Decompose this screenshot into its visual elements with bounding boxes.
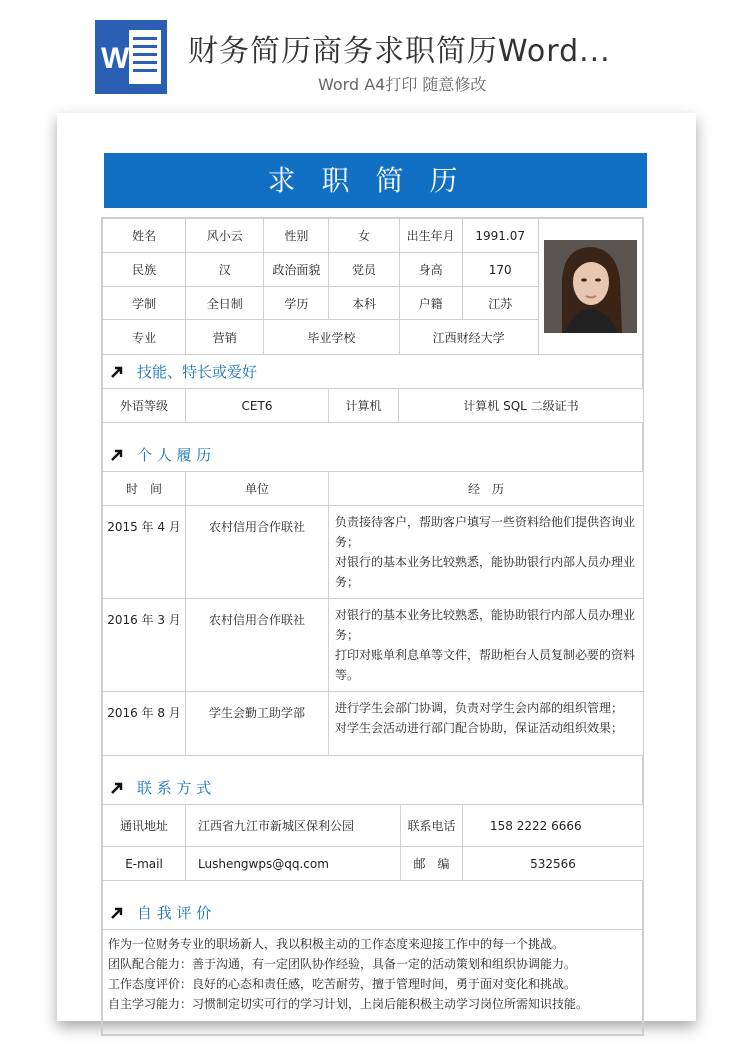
history-detail-line: 对银行的基本业务比较熟悉，能协助银行内部人员办理业务；	[335, 608, 636, 642]
history-detail	[329, 599, 644, 692]
lang-label: 外语等级	[103, 389, 186, 423]
birth-label: 出生年月	[399, 219, 462, 253]
history-detail	[329, 506, 644, 599]
arrow-icon	[109, 448, 131, 462]
history-row	[103, 692, 644, 756]
postcode-label: 邮 编	[401, 847, 463, 881]
major-value: 营销	[186, 320, 264, 355]
icon-letter: W	[101, 42, 130, 75]
history-time: 2015 年 4 月	[103, 506, 186, 599]
history-detail-line: 对银行的基本业务比较熟悉，能协助银行内部人员办理业务；	[335, 555, 636, 589]
gender-label: 性别	[264, 219, 329, 253]
resume-sheet	[101, 217, 644, 1036]
degree-value: 本科	[329, 287, 399, 320]
height-label: 身高	[399, 253, 462, 287]
lang-value: CET6	[186, 389, 329, 423]
arrow-icon	[109, 365, 131, 379]
history-time: 2016 年 8 月	[103, 692, 186, 756]
self-eval-line: 自主学习能力：习惯制定切实可行的学习计划，上岗后能积极主动学习岗位所需知识技能。	[108, 997, 589, 1011]
postcode-value: 532566	[463, 847, 644, 881]
word-doc-icon	[95, 20, 167, 94]
system-value: 全日制	[186, 287, 264, 320]
self-eval-title: 自 我 评 价	[137, 904, 212, 922]
computer-value: 计算机 SQL 二级证书	[399, 389, 644, 423]
skills-section-header	[102, 355, 643, 388]
document-subtitle: Word A4打印 随意修改	[318, 75, 487, 94]
skills-title: 技能、特长或爱好	[137, 363, 258, 381]
birth-value: 1991.07	[462, 219, 538, 253]
system-label: 学制	[103, 287, 186, 320]
skills-table	[102, 388, 644, 423]
history-unit: 农村信用合作联社	[186, 599, 329, 692]
history-time: 2016 年 3 月	[103, 599, 186, 692]
history-title: 个 人 履 历	[137, 446, 212, 464]
self-eval-text	[102, 929, 643, 1035]
history-detail-line: 进行学生会部门协调，负责对学生会内部的组织管理；	[335, 701, 624, 715]
photo-cell	[538, 219, 642, 355]
history-row	[103, 599, 644, 692]
phone-value: 158 2222 6666	[463, 805, 644, 847]
politic-value: 党员	[329, 253, 399, 287]
major-label: 专业	[103, 320, 186, 355]
arrow-icon	[109, 906, 131, 920]
history-row	[103, 506, 644, 599]
name-label: 姓名	[103, 219, 186, 253]
history-section-header	[102, 438, 643, 471]
contact-section-header	[102, 771, 643, 804]
profile-photo	[544, 240, 637, 333]
contact-title: 联 系 方 式	[137, 779, 212, 797]
document-title: 财务简历商务求职简历Word...	[188, 34, 611, 69]
self-eval-line: 作为一位财务专业的职场新人，我以积极主动的工作态度来迎接工作中的每一个挑战。	[108, 937, 565, 951]
address-label: 通讯地址	[103, 805, 186, 847]
history-detail-line: 对学生会活动进行部门配合协助，保证活动组织效果；	[335, 721, 624, 735]
contact-table	[102, 804, 644, 881]
ethnic-value: 汉	[186, 253, 264, 287]
arrow-icon	[109, 781, 131, 795]
history-table	[102, 471, 644, 756]
hukou-value: 江苏	[462, 287, 538, 320]
history-detail	[329, 692, 644, 756]
email-value: Lushengwps@qq.com	[186, 847, 401, 881]
email-label: E-mail	[103, 847, 186, 881]
politic-label: 政治面貌	[264, 253, 329, 287]
school-label: 毕业学校	[264, 320, 399, 355]
self-eval-line: 团队配合能力：善于沟通，有一定团队协作经验，具备一定的活动策划和组织协调能力。	[108, 957, 577, 971]
basic-info-table	[102, 218, 643, 355]
history-unit: 学生会勤工助学部	[186, 692, 329, 756]
name-value: 风小云	[186, 219, 264, 253]
resume-page	[57, 113, 696, 1021]
ethnic-label: 民族	[103, 253, 186, 287]
degree-label: 学历	[264, 287, 329, 320]
hukou-label: 户籍	[399, 287, 462, 320]
height-value: 170	[462, 253, 538, 287]
col-exp-header: 经 历	[329, 472, 644, 506]
self-eval-section-header	[102, 896, 643, 929]
gender-value: 女	[329, 219, 399, 253]
col-unit-header: 单位	[186, 472, 329, 506]
address-value: 江西省九江市新城区保利公园	[186, 805, 401, 847]
history-detail-line: 打印对账单利息单等文件，帮助柜台人员复制必要的资料等。	[335, 648, 636, 682]
phone-label: 联系电话	[401, 805, 463, 847]
school-value: 江西财经大学	[399, 320, 538, 355]
page-header	[0, 0, 750, 110]
resume-banner: 求职简历	[104, 153, 647, 208]
col-time-header: 时 间	[103, 472, 186, 506]
history-detail-line: 负责接待客户，帮助客户填写一些资料给他们提供咨询业务；	[335, 515, 636, 549]
history-unit: 农村信用合作联社	[186, 506, 329, 599]
computer-label: 计算机	[329, 389, 399, 423]
self-eval-line: 工作态度评价：良好的心态和责任感，吃苦耐劳，擅于管理时间，勇于面对变化和挑战。	[108, 977, 577, 991]
